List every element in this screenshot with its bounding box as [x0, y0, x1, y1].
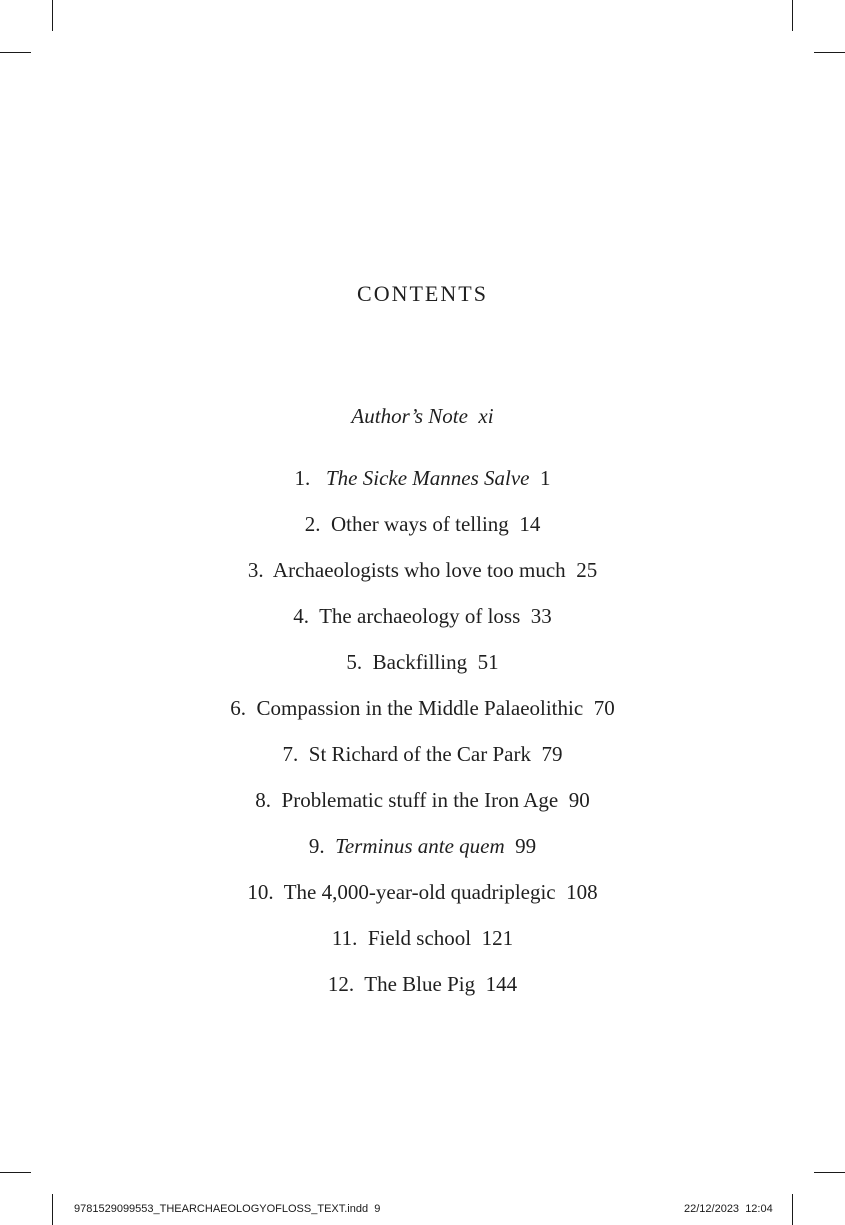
toc-entry-number: 6. — [230, 696, 247, 720]
toc-entry-title: Compassion in the Middle Palaeolithic — [256, 696, 584, 720]
toc-entry-title: The archaeology of loss — [319, 604, 521, 628]
toc-entry-1 — [0, 468, 845, 489]
toc-entry-9 — [0, 836, 845, 857]
toc-entry-number: 5. — [346, 650, 363, 674]
toc-author-note — [0, 406, 845, 427]
toc-entry-page: 144 — [485, 972, 518, 996]
toc-entry-page: 1 — [540, 466, 551, 490]
crop-mark-bottom-left-vertical — [52, 1194, 53, 1225]
slug-filename: 9781529099553_THEARCHAEOLOGYOFLOSS_TEXT.indd — [74, 1203, 369, 1215]
toc-entry-5 — [0, 652, 845, 673]
toc-entry-page: 33 — [530, 604, 552, 628]
crop-mark-bottom-right-horizontal — [814, 1172, 845, 1173]
toc-entry-number: 8. — [255, 788, 272, 812]
toc-entry-title: The Blue Pig — [364, 972, 476, 996]
crop-mark-bottom-left-horizontal — [0, 1172, 31, 1173]
toc-entry-page: 14 — [519, 512, 541, 536]
crop-mark-top-left-horizontal — [0, 52, 31, 53]
slug-time: 12:04 — [745, 1203, 773, 1215]
toc-entry-2 — [0, 514, 845, 535]
toc-entry-title: The 4,000-year-old quadriplegic — [283, 880, 556, 904]
toc-entry-title: Archaeologists who love too much — [272, 558, 566, 582]
toc-entry-page: 90 — [568, 788, 590, 812]
toc-entry-page: 79 — [541, 742, 563, 766]
toc-entry-number: 3. — [247, 558, 264, 582]
toc-author-note-title: Author’s Note — [351, 404, 468, 428]
toc-entry-number: 12. — [327, 972, 355, 996]
toc-entry-6 — [0, 698, 845, 719]
toc-entry-title: Backfilling — [372, 650, 468, 674]
toc-entry-3 — [0, 560, 845, 581]
toc-entry-title: St Richard of the Car Park — [308, 742, 531, 766]
toc-entry-page: 99 — [515, 834, 537, 858]
crop-mark-top-left-vertical — [52, 0, 53, 31]
toc-entry-number: 7. — [282, 742, 299, 766]
toc-entry-7 — [0, 744, 845, 765]
toc-entry-number: 2. — [304, 512, 321, 536]
slug-page-number: 9 — [374, 1203, 381, 1215]
toc-entry-page: 51 — [477, 650, 499, 674]
contents-heading: CONTENTS — [357, 281, 488, 306]
crop-mark-bottom-right-vertical — [792, 1194, 793, 1225]
toc-entry-10 — [0, 882, 845, 903]
slug-timestamp — [684, 1203, 773, 1215]
toc-entry-8 — [0, 790, 845, 811]
toc-entry-title: Terminus ante quem — [335, 834, 505, 858]
toc-entry-number: 10. — [247, 880, 274, 904]
toc-entry-page: 108 — [566, 880, 598, 904]
toc-entry-page: 25 — [576, 558, 598, 582]
toc-entry-title: Field school — [367, 926, 472, 950]
toc-entry-number: 11. — [331, 926, 358, 950]
toc-entry-title: Problematic stuff in the Iron Age — [281, 788, 559, 812]
toc-author-note-page: xi — [478, 404, 494, 428]
slug-date: 22/12/2023 — [684, 1203, 740, 1215]
slug-file-info — [74, 1203, 380, 1215]
crop-mark-top-right-horizontal — [814, 52, 845, 53]
toc-entry-number: 1. — [294, 466, 311, 490]
toc-entry-title: The Sicke Mannes Salve — [325, 466, 530, 490]
toc-entry-12 — [0, 974, 845, 995]
toc-entry-title: Other ways of telling — [330, 512, 509, 536]
toc-entry-page: 70 — [593, 696, 615, 720]
toc-entry-number: 9. — [308, 834, 325, 858]
toc-entry-page: 121 — [481, 926, 514, 950]
toc-entry-4 — [0, 606, 845, 627]
crop-mark-top-right-vertical — [792, 0, 793, 31]
toc-entry-11 — [0, 928, 845, 949]
toc-entry-number: 4. — [293, 604, 309, 628]
